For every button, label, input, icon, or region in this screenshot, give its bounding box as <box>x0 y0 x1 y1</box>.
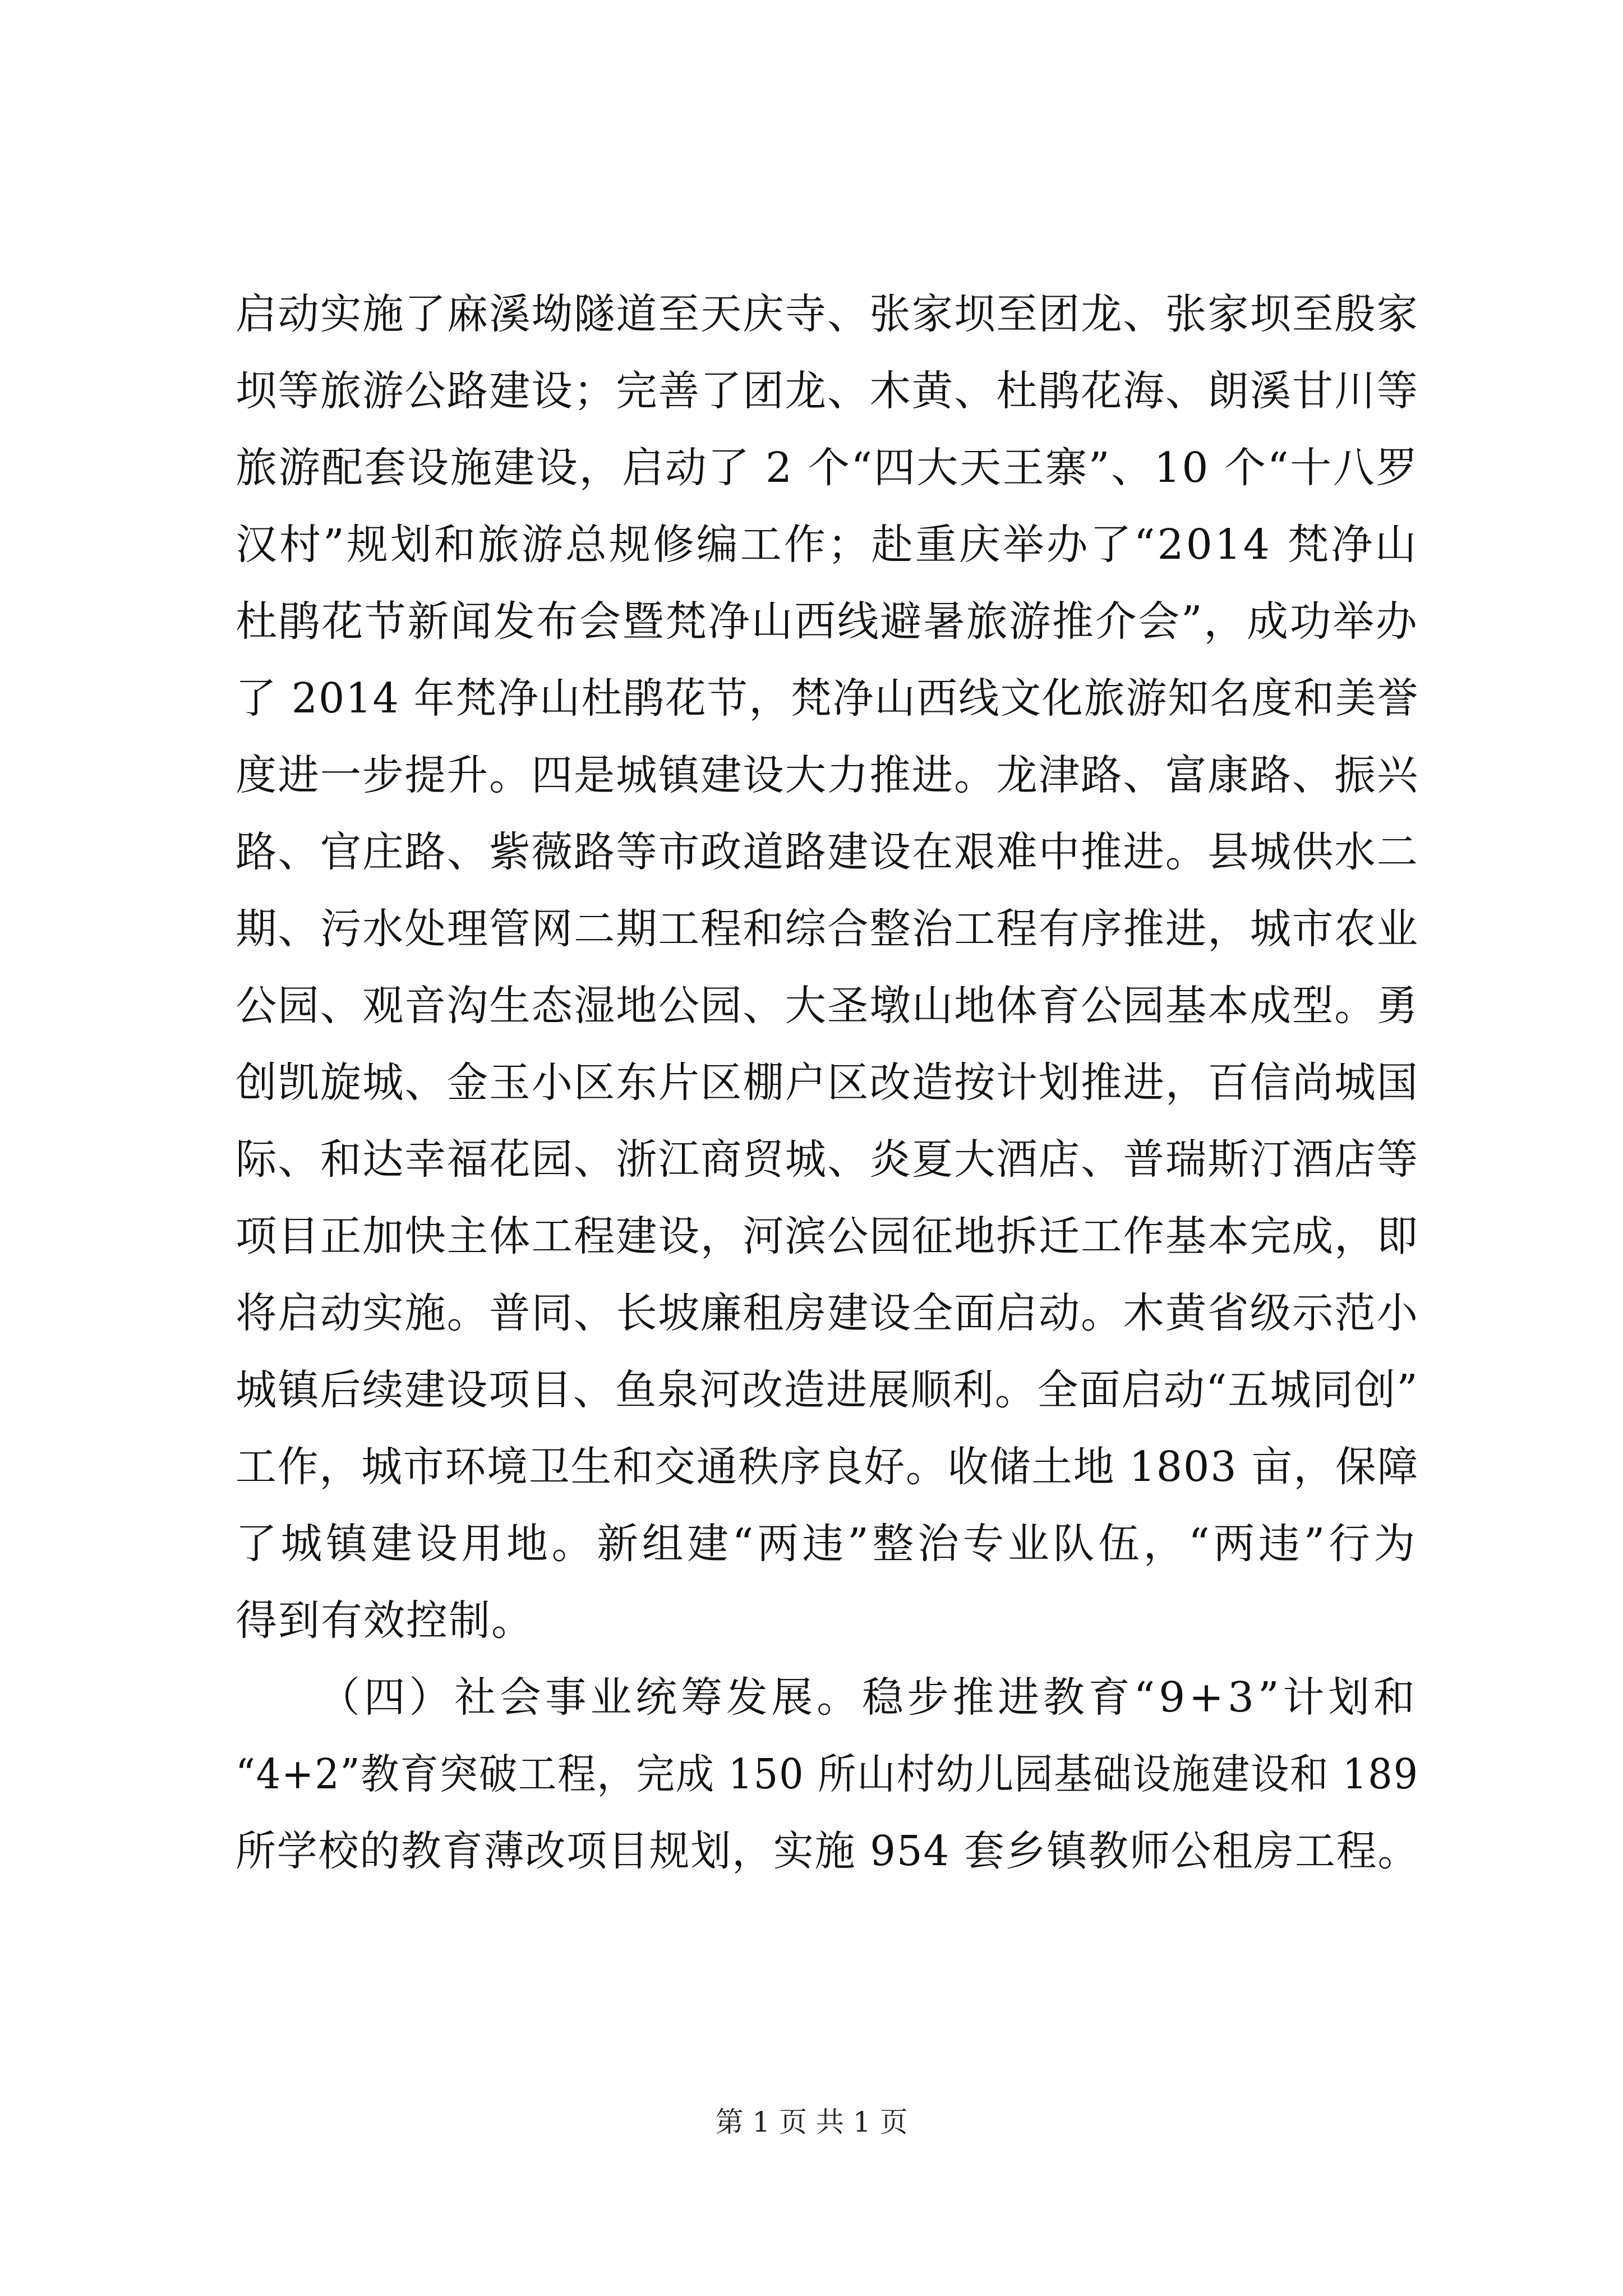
text-line: 际、和达幸福花园、浙江商贸城、炎夏大酒店、普瑞斯汀酒店等 <box>236 1135 1419 1184</box>
text-line: 了 2014 年梵净山杜鹃花节，梵净山西线文化旅游知名度和美誉 <box>236 674 1419 723</box>
text-line: 启动实施了麻溪坳隧道至天庆寺、张家坝至团龙、张家坝至殷家 <box>236 290 1419 338</box>
text-line: 将启动实施。普同、长坡廉租房建设全面启动。木黄省级示范小 <box>236 1289 1419 1337</box>
page-footer: 第 1 页 共 1 页 <box>715 2106 908 2138</box>
text-line: “4+2”教育突破工程，完成 150 所山村幼儿园基础设施建设和 189 <box>236 1750 1419 1798</box>
text-line: 城镇后续建设项目、鱼泉河改造进展顺利。全面启动“五城同创” <box>236 1366 1419 1414</box>
text-line: 所学校的教育薄改项目规划，实施 954 套乡镇教师公租房工程。 <box>236 1827 1419 1875</box>
text-line: 项目正加快主体工程建设，河滨公园征地拆迁工作基本完成，即 <box>236 1212 1419 1260</box>
text-line: （四）社会事业统筹发展。稳步推进教育“9+3”计划和 <box>319 1673 1419 1722</box>
text-line: 度进一步提升。四是城镇建设大力推进。龙津路、富康路、振兴 <box>236 751 1419 799</box>
text-line: 旅游配套设施建设，启动了 2 个“四大天王寨”、10 个“十八罗 <box>236 444 1419 492</box>
text-line: 路、官庄路、紫薇路等市政道路建设在艰难中推进。县城供水二 <box>236 828 1419 876</box>
text-line: 杜鹃花节新闻发布会暨梵净山西线避暑旅游推介会”，成功举办 <box>236 597 1419 646</box>
text-line: 坝等旅游公路建设；完善了团龙、木黄、杜鹃花海、朗溪甘川等 <box>236 367 1419 415</box>
text-line: 得到有效控制。 <box>236 1596 534 1645</box>
text-line: 公园、观音沟生态湿地公园、大圣墩山地体育公园基本成型。勇 <box>236 982 1419 1030</box>
text-line: 汉村”规划和旅游总规修编工作；赴重庆举办了“2014 梵净山 <box>236 521 1419 569</box>
text-line: 创凯旋城、金玉小区东片区棚户区改造按计划推进，百信尚城国 <box>236 1059 1419 1107</box>
text-line: 工作，城市环境卫生和交通秩序良好。收储土地 1803 亩，保障 <box>236 1443 1419 1491</box>
text-line: 期、污水处理管网二期工程和综合整治工程有序推进，城市农业 <box>236 905 1419 953</box>
text-line: 了城镇建设用地。新组建“两违”整治专业队伍，“两违”行为 <box>236 1520 1419 1568</box>
